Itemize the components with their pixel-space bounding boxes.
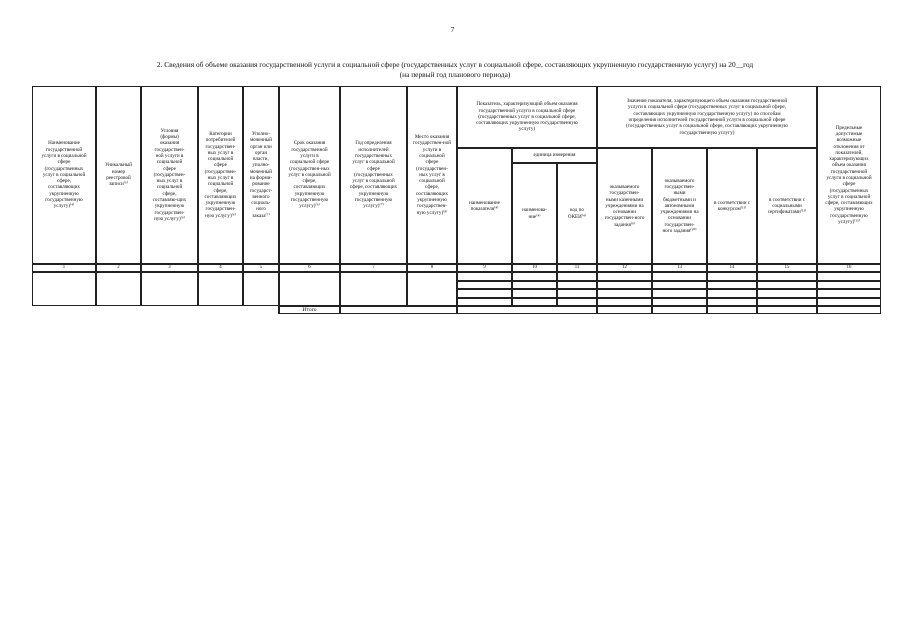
table-cell[interactable]	[597, 298, 652, 307]
column-number: 7	[340, 264, 407, 272]
table-cell[interactable]	[707, 298, 757, 307]
total-cell[interactable]	[707, 306, 757, 314]
table-cell[interactable]	[817, 289, 881, 298]
header-state-assignment-budget: оказываемого государствен- ными бюджетными и автономными учреждениями на основании государствен- ного задания⁽¹⁰⁾	[652, 148, 707, 264]
table-cell[interactable]	[340, 272, 407, 306]
total-row-spacer	[32, 306, 279, 314]
volume-table	[32, 86, 881, 314]
header-service-place: Место оказания государствен-ной услуги в социальной сфере (государствен- ных услуг в социальной сфере, составляющих укрупненную государствен- ную услугу)⁽⁸⁾	[407, 86, 457, 264]
header-service-term: Срок оказания государственной услуги в социальной сфере (государствен-ных услуг в социальной сфере, составляющих укрупненную государственную услугу)⁽⁶⁾	[279, 86, 340, 264]
table-cell[interactable]	[512, 298, 557, 307]
column-number: 8	[407, 264, 457, 272]
table-cell[interactable]	[757, 281, 817, 290]
column-number: 6	[279, 264, 340, 272]
column-number: 16	[817, 264, 881, 272]
column-number: 10	[512, 264, 557, 272]
header-unit-name: наименова- ние⁽⁴⁾	[512, 163, 557, 264]
header-service-name: Наименование государственной услуги в социальной сфере (государственных услуг в социальной сфере, составляющих укрупненную государственную услугу)⁽⁴⁾	[32, 86, 96, 264]
header-indicator-group: Показатель, характеризующий объем оказания государственной услуги в социальной сфере (государственных услуг в социальной сфере, составляющих укрупненную государственную услугу)	[457, 86, 597, 148]
table-cell[interactable]	[707, 281, 757, 290]
column-number: 13	[652, 264, 707, 272]
table-cell[interactable]	[757, 298, 817, 307]
column-number: 3	[141, 264, 198, 272]
total-cell[interactable]	[597, 306, 652, 314]
table-cell[interactable]	[817, 298, 881, 307]
header-executor-year: Год определения исполнителей государственных услуг в социальной сфере (государственных услуг в социальной сфере, составляющих укрупненную государственную услугу)⁽⁷⁾	[340, 86, 407, 264]
header-value-group: Значение показателя, характеризующего объем оказания государственной услуги в социальной сфере (государственных услуг в социальной сфере, составляющих укрупненную государственную услугу) по способам определения исполнителей государственной услуги в социальной сфере (государственных услуг в социальной сфере, составляющих укрупненную государственную услугу)	[597, 86, 817, 148]
header-registry-number: Уникальный номер реестровой записи⁽⁵⁾	[96, 86, 141, 264]
section-title-line-1: 2. Сведения об объеме оказания государственной услуги в социальной сфере (государственных услуг в социальной сфере, составляющих укрупненную государственную услугу) на 20__год	[156, 60, 754, 69]
page-number: 7	[450, 26, 455, 34]
table-cell[interactable]	[597, 289, 652, 298]
table-cell[interactable]	[243, 272, 279, 306]
table-cell[interactable]	[652, 281, 707, 290]
table-cell[interactable]	[757, 289, 817, 298]
header-state-assignment-treasury: оказываемого государствен- ными казенными учреждениями на основании государствен-ного задания⁽⁹⁾	[597, 148, 652, 264]
section-title	[30, 60, 880, 80]
header-competition: в соответствии с конкурсом⁽¹¹⁾	[707, 148, 757, 264]
column-number: 12	[597, 264, 652, 272]
header-okei-code: код по ОКЕИ⁽⁴⁾	[557, 163, 597, 264]
table-cell[interactable]	[817, 281, 881, 290]
total-cell[interactable]	[817, 306, 881, 314]
column-number: 1	[32, 264, 96, 272]
table-cell[interactable]	[32, 272, 96, 306]
table-cell[interactable]	[141, 272, 198, 306]
column-number: 4	[198, 264, 243, 272]
column-number: 11	[557, 264, 597, 272]
table-cell[interactable]	[557, 272, 597, 281]
table-cell[interactable]	[512, 272, 557, 281]
header-authorized-body: Уполно- моченный орган или орган власти, уполно- моченный на форми- рование государст- венного социаль- ного заказа⁽⁷⁾	[243, 86, 279, 264]
table-cell[interactable]	[96, 272, 141, 306]
table-cell[interactable]	[707, 272, 757, 281]
column-number: 2	[96, 264, 141, 272]
column-number: 5	[243, 264, 279, 272]
table-cell[interactable]	[457, 298, 512, 307]
table-cell[interactable]	[707, 289, 757, 298]
table-cell[interactable]	[512, 281, 557, 290]
table-cell[interactable]	[457, 289, 512, 298]
total-label: Итого	[279, 306, 340, 314]
total-cell[interactable]	[757, 306, 817, 314]
table-cell[interactable]	[652, 298, 707, 307]
table-cell[interactable]	[652, 272, 707, 281]
table-cell[interactable]	[597, 281, 652, 290]
header-consumer-categories: Категории потребителей государствен- ных услуг в социальной сфере (государствен- ных услуг в социальной сфере, составляющих укрупненную государствен- ную услугу)⁽⁶⁾	[198, 86, 243, 264]
header-unit-group: единица измерения	[512, 148, 597, 163]
table-cell[interactable]	[557, 281, 597, 290]
table-cell[interactable]	[457, 272, 512, 281]
table-cell[interactable]	[557, 298, 597, 307]
header-social-certificates: в соответствии с социальными сертификатами⁽¹²⁾	[757, 148, 817, 264]
section-title-line-2: (на первый год планового периода)	[399, 70, 511, 79]
table-cell[interactable]	[597, 272, 652, 281]
total-cell[interactable]	[652, 306, 707, 314]
table-cell[interactable]	[652, 289, 707, 298]
table-cell[interactable]	[557, 289, 597, 298]
table-cell[interactable]	[757, 272, 817, 281]
table-cell[interactable]	[198, 272, 243, 306]
column-number: 14	[707, 264, 757, 272]
table-cell[interactable]	[512, 289, 557, 298]
header-service-conditions: Условия (формы) оказания государствен- ной услуги в социальной сфере (государствен- ных услуг в социальной сфере, составляю-щих укрупненную государствен- ную услугу)⁽⁶⁾	[141, 86, 198, 264]
table-cell[interactable]	[817, 272, 881, 281]
total-cell[interactable]	[340, 306, 457, 314]
table-cell[interactable]	[457, 281, 512, 290]
total-cell[interactable]	[457, 306, 597, 314]
table-cell[interactable]	[279, 272, 340, 306]
header-indicator-name: наименование показателя⁽⁴⁾	[457, 148, 512, 264]
column-number: 9	[457, 264, 512, 272]
table-cell[interactable]	[407, 272, 457, 306]
column-number: 15	[757, 264, 817, 272]
header-permissible-deviations: Предельные допустимые возможные отклонения от показателей, характеризующих объем оказания государственной услуги в социальной сфере (государственных услуг в социальной сфере, составляющих укрупненную государственную услугу)⁽¹³⁾	[817, 86, 881, 264]
